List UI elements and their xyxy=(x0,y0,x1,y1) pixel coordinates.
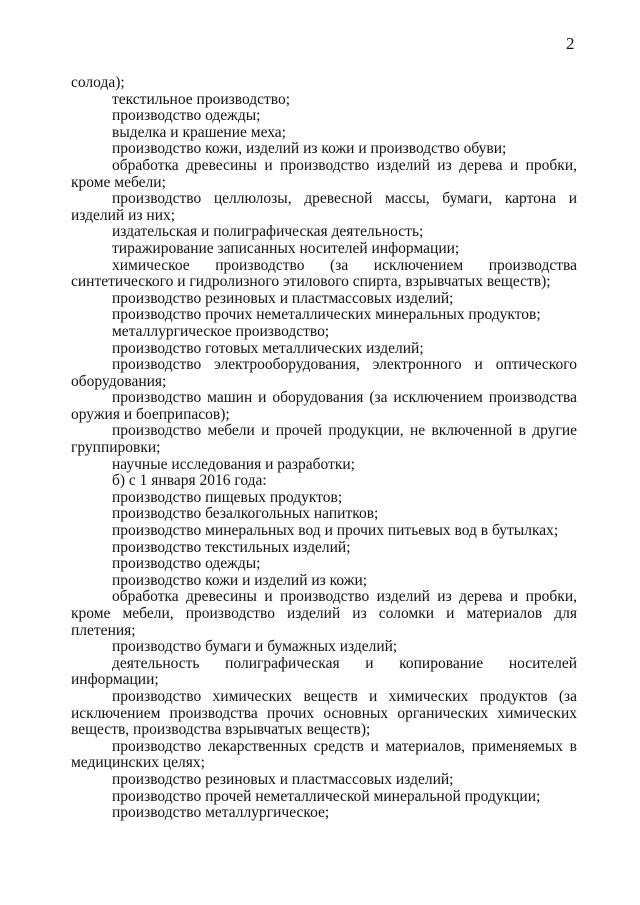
paragraph: производство прочей неметаллической минеральной продукции; xyxy=(112,787,541,805)
document-body xyxy=(71,75,577,822)
paragraph: обработка древесины и производство изделий из дерева и пробки, кроме мебели; xyxy=(71,156,577,191)
paragraph: производство лекарственных средств и материалов, применяемых в медицинских целях; xyxy=(71,737,577,772)
paragraph: производство кожи и изделий из кожи; xyxy=(112,571,368,589)
paragraph: производство готовых металлических изделий; xyxy=(112,339,424,357)
paragraph: металлургическое производство; xyxy=(112,322,330,340)
paragraph: солода); xyxy=(71,74,125,91)
paragraph: производство текстильных изделий; xyxy=(112,538,351,556)
page-number: 2 xyxy=(566,34,575,53)
paragraph: производство бумаги и бумажных изделий; xyxy=(112,638,398,656)
paragraph: текстильное производство; xyxy=(112,90,291,108)
paragraph: производство машин и оборудования (за исключением производства оружия и боеприпасов); xyxy=(71,389,577,423)
paragraph: производство одежды; xyxy=(112,107,261,125)
paragraph: производство металлургическое; xyxy=(112,804,330,822)
paragraph: производство целлюлозы, древесной массы, бумаги, картона и изделий из них; xyxy=(71,190,577,224)
paragraph: производство кожи, изделий из кожи и производство обуви; xyxy=(112,140,507,158)
paragraph: производство безалкогольных напитков; xyxy=(112,505,379,523)
paragraph: химическое производство (за исключением производства синтетического и гидролизного этилового спирта, взрывчатых веществ); xyxy=(71,256,577,291)
paragraph: производство мебели и прочей продукции, не включенной в другие группировки; xyxy=(71,422,577,457)
paragraph: деятельность полиграфическая и копирование носителей информации; xyxy=(71,654,577,689)
paragraph: производство прочих неметаллических минеральных продуктов; xyxy=(112,306,541,324)
paragraph: производство одежды; xyxy=(112,555,261,573)
paragraph: б) с 1 января 2016 года: xyxy=(112,472,267,490)
paragraph: обработка древесины и производство изделий из дерева и пробки, кроме мебели, производство изделий из соломки и материалов для плетения; xyxy=(71,588,577,639)
paragraph: производство химических веществ и химических продуктов (за исключением производства прочих основных органических химических веществ, производства взрывчатых веществ); xyxy=(71,687,577,739)
paragraph: производство минеральных вод и прочих питьевых вод в бутылках; xyxy=(112,522,559,540)
paragraph: тиражирование записанных носителей информации; xyxy=(112,239,460,257)
paragraph: выделка и крашение меха; xyxy=(112,123,286,141)
paragraph: издательская и полиграфическая деятельность; xyxy=(112,223,424,241)
paragraph: производство резиновых и пластмассовых изделий; xyxy=(112,289,454,307)
paragraph: производство электрооборудования, электронного и оптического оборудования; xyxy=(71,356,577,390)
paragraph: производство пищевых продуктов; xyxy=(112,488,343,506)
paragraph: научные исследования и разработки; xyxy=(112,455,355,473)
paragraph: производство резиновых и пластмассовых изделий; xyxy=(112,770,454,788)
